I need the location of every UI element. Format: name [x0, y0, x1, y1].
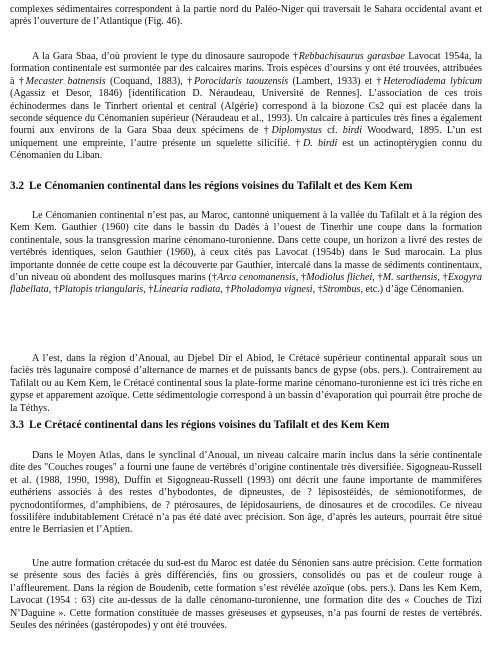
section-title: Le Crétacé continental dans les régions voisines du Tafilalt et des Kem Kem [28, 419, 390, 431]
taxon-name: D. birdi [303, 137, 338, 149]
paragraph-anoual [10, 353, 482, 415]
taxon-name: Rebbachisaurus garasbae [298, 51, 405, 62]
section-heading-3-3 [10, 419, 490, 432]
taxon-name: birdi [342, 125, 363, 137]
paragraph-text: A l’est, dans la région d’Anoual, au Djebel Dir el Abiod, le Crétacé supérieur continental apparaît sous un faciès très lagunaire composé d’alternance de marnes et de puissants bancs de gypse (obs. pers.). Contrairement au Tafilalt ou au Kem Kem, le Crétacé continental sous la plate-forme marine cénomano-turonienne est ici très riche en gypse et apparement azoïque. Cette sédimentologie correspond à un bassin d’évaporation qui pourrait être proche de la Téthys. [10, 353, 482, 414]
paragraph-text: A la Gara Sbaa, d’où provient le type du dinosaure sauropode †Rebbachisaurus garasbae Lavocat 1954a, la formation continentale est surmontée par des calcaires marins. Trois espèces d’oursins y ont été trouvées, attribuées à †Mecaster batnensis (Coquand, 1883), †Porocidaris taouzensis (Lambert, 1933) et †Heterodiadema lybicum (Agassiz et Desor, 1846) [identification D. Néraudeau, Université de Rennes]. L’association de ces trois échinodermes dans le Tinrhert oriental et central (Algérie) correspond à la biozone Cs2 qui est placée dans la seconde séquence du Cénomanien supérieur (Néraudeau et al., 1993). Un calcaire à particules très fines a également fourni aux environs de la Gara Sbaa deux spécimens de †Diplomystus cf. birdi Woodward, 1895. L’un est uniquement une empreinte, l’autre présente un squelette silicifié. †D. birdi est un actinoptérygien connu du Cénomanien du Liban. [10, 51, 483, 162]
paragraph-intro [10, 4, 482, 29]
paragraph-text: complexes sédimentaires correspondent à la partie nord du Paléo-Niger qui traversait le Sahara occidental avant et après l’ouverture de l’Atlantique (Fig. 46). [10, 4, 482, 28]
section-number: 3.2 [10, 180, 24, 192]
taxon-name: Modiolus flichei [306, 272, 373, 284]
section-title: Le Cénomanien continental dans les régions voisines du Tafilalt et des Kem Kem [28, 180, 413, 192]
taxon-name: Arca cenomanensis [217, 272, 296, 284]
paragraph-text: Dans le Moyen Atlas, dans le synclinal d’Anoual, un niveau calcaire marin inclus dans la série continentale dite des "Couches rouges" a fourni une faune de vertébrés d’origine continentale très diversifiée. Sigogneau-Russell et al. (1988, 1990, 1998), Duffin et Sigogneau-Russell (1993) ont décrit une faune importante de mammifères euthériens associés à des restes d’hybodontes, de dipneustes, de ? lépisostéidés, de sémionotiformes, de pycnodontiformes, d’amphibiens, de ? ptérosaures, de lépidosauriens, de dinosaures et de crocodiles. Ce niveau fossilifère indubitablement Crétacé n’a pas été daté avec précision. Son âge, d’après les auteurs, pourrait être situé entre le Berriasien et l’Aptien. [10, 450, 482, 536]
paragraph-cenomanien [10, 210, 482, 297]
taxon-name: Platopis triangularis [58, 284, 144, 296]
taxon-name: Linearia radiata [153, 284, 221, 296]
taxon-name: Mecaster batnensis [25, 75, 106, 87]
paragraph-senonien [10, 558, 482, 632]
taxon-name: M. sarthensis [382, 272, 438, 284]
taxon-name: Porocidaris taouzensis [193, 75, 289, 87]
section-heading-3-2 [10, 180, 490, 193]
paragraph-gara-sbaa [10, 51, 482, 163]
taxon-name: Pholadomya vignesi [230, 284, 313, 296]
taxon-name: Exogyra flabellata [10, 272, 483, 296]
paragraph-moyen-atlas [10, 450, 482, 537]
paragraph-text: Le Cénomanien continental n’est pas, au Maroc, cantonné uniquement à la vallée du Tafilalt et à la région des Kem Kem. Gauthier (1960) cite dans le bassin du Dadès à l’ouest de Tinerhir une coupe dans la formation continentale, sous la transgression marine cénomano-turonienne. Dans cette coupe, un horizon a livré des restes de vertébrés identiques, selon Gauthier (1960), à ceux cités pas Lavocat (1954b) dans le Sud marocain. La plus importante donnée de cette coupe est la découverte par Gauthier, intercalé dans la masse de sédiments continentaux, d’un niveau où abondent des mollusques marins (†Arca cenomanensis, †Modiolus flichei, †M. sarthensis, †Exogyra flabellata, †Platopis triangularis, †Linearia radiata, †Pholadomya vignesi, †Strombus, etc.) d’âge Cénomanien. [10, 210, 483, 296]
taxon-name: Heterodiadema lybicum [383, 75, 482, 87]
paragraph-text: Une autre formation crétacée du sud-est du Maroc est datée du Sénonien sans autre précision. Cette formation se présente sous des faciès à grès différenciés, fins ou grossiers, consolidés ou pas et de couleur rouge à l’affleurement. Dans la région de Boudenib, cette formation s’est révélée azoïque (obs. pers.). Dans les Kem Kem, Lavocat (1954 : 63) cite au-dessus de la dalle cénomano-turonienne, une formation dite des « Couches de Tizi N’Daguine ». Cette formation constituée de masses gréseuses et gypseuses, n’a pas fourni de restes de vertébrés. Seules des nérinées (gastéropodes) y ont été trouvées. [10, 558, 482, 632]
section-number: 3.3 [10, 419, 24, 431]
taxon-name: Strombus [322, 284, 361, 296]
taxon-name: Diplomystus [271, 125, 322, 137]
